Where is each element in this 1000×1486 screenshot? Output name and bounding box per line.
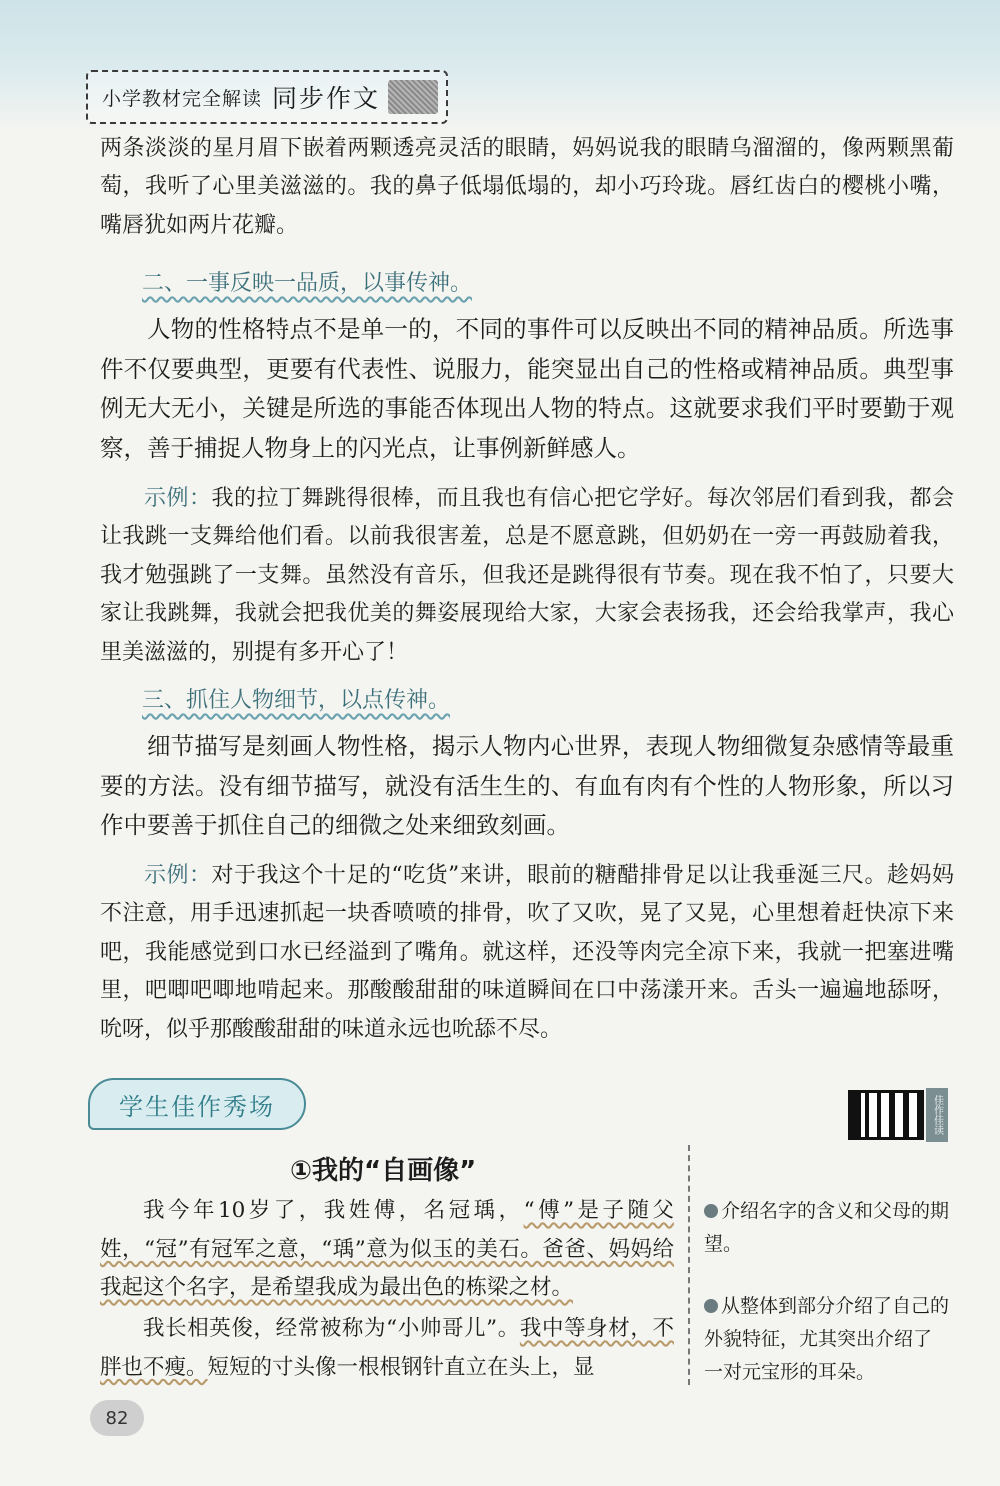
example-label: 示例： [144, 486, 212, 511]
essay-p1-start: 我今年10岁了，我姓傅，名冠瑀， [143, 1198, 524, 1223]
essay-p2-end: 短短的寸头像一根根钢针直立在头上，显 [207, 1354, 595, 1380]
section-3-heading: 三、抓住人物细节，以点传神。 [142, 688, 451, 713]
showcase-label: 学生佳作秀场 [119, 1092, 275, 1121]
essay-p1-annotated: “傅”是子随父姓，“冠”有冠军之意，“瑀”意为似玉的美石。爸爸、妈妈给我起这个名字，是希望我成为最出色的栋梁之材。 [100, 1198, 674, 1300]
page-number: 82 [90, 1400, 144, 1436]
section-2-heading: 二、一事反映一品质，以事传神。 [142, 271, 473, 296]
qr-code-icon[interactable] [848, 1090, 924, 1140]
book-header [86, 70, 448, 124]
column-divider [688, 1145, 690, 1385]
example-label: 示例： [144, 863, 212, 888]
section-2-example [100, 480, 954, 672]
side-note-1-text: 介绍名字的含义和父母的期望。 [704, 1200, 950, 1255]
note-bullet-icon [704, 1204, 718, 1218]
section-3-paragraph: 细节描写是刻画人物性格，揭示人物内心世界，表现人物细微复杂感情等最重要的方法。没有细节描写，就没有活生生的、有血有肉有个性的人物形象，所以习作中要善于抓住自己的细微之处来细致刻画。 [100, 732, 954, 839]
side-note-1 [704, 1195, 950, 1261]
note-bullet-icon [704, 1299, 718, 1313]
side-note-2-text: 从整体到部分介绍了自己的外貌特征，尤其突出介绍了一对元宝形的耳朵。 [704, 1295, 950, 1383]
essay-p2-start: 我长相英俊，经常被称为“小帅哥儿”。 [143, 1316, 520, 1341]
section-3-example [100, 857, 954, 1049]
section-2-example-text: 我的拉丁舞跳得很棒，而且我也有信心把它学好。每次邻居们看到我，都会让我跳一支舞给他们看。以前我很害羞，总是不愿意跳，但奶奶在一旁一再鼓励着我，我才勉强跳了一支舞。虽然没有音乐，但我还是跳得很有节奏。现在我不怕了，只要大家让我跳舞，我就会把我优美的舞姿展现给大家，大家会表扬我，还会给我掌声，我心里美滋滋的，别提有多开心了！ [100, 486, 954, 665]
essay-p2-annotated: 我中等身材，不胖也不瘦。 [100, 1316, 674, 1380]
essay-paragraph-1 [100, 1192, 674, 1308]
section-3-example-text: 对于我这个十足的“吃货”来讲，眼前的糖醋排骨足以让我垂涎三尺。趁妈妈不注意，用手迅速抓起一块香喷喷的排骨，吹了又吹，晃了又晃，心里想着赶快凉下来吧，我能感觉到口水已经溢到了嘴角。就这样，还没等肉完全凉下来，我就一把塞进嘴里，吧唧吧唧地啃起来。那酸酸甜甜的味道瞬间在口中荡漾开来。舌头一遍遍地舔呀，吮呀，似乎那酸酸甜甜的味道永远也吮舔不尽。 [100, 863, 954, 1042]
section-2-paragraph: 人物的性格特点不是单一的，不同的事件可以反映出不同的精神品质。所选事件不仅要典型，更要有代表性、说服力，能突显出自己的性格或精神品质。典型事例无大无小，关键是所选的事能否体现出人物的特点。这就要求我们平时要勤于观察，善于捕捉人物身上的闪光点，让事例新鲜感人。 [100, 315, 954, 462]
side-note-2 [704, 1290, 950, 1389]
qr-tab-label: 佳作佳读 [926, 1088, 948, 1142]
book-subtitle: 同步作文 [272, 84, 381, 113]
intro-paragraph: 两条淡淡的星月眉下嵌着两颗透亮灵活的眼睛，妈妈说我的眼睛乌溜溜的，像两颗黑葡萄，我听了心里美滋滋的。我的鼻子低塌低塌的，却小巧玲珑。唇红齿白的樱桃小嘴，嘴唇犹如两片花瓣。 [100, 136, 954, 238]
showcase-banner [88, 1078, 306, 1130]
essay-title: ①我的“自画像” [290, 1156, 477, 1186]
book-title: 小学教材完全解读 [102, 87, 263, 110]
essay-paragraph-2 [100, 1310, 674, 1387]
header-tag-icon [388, 80, 438, 114]
